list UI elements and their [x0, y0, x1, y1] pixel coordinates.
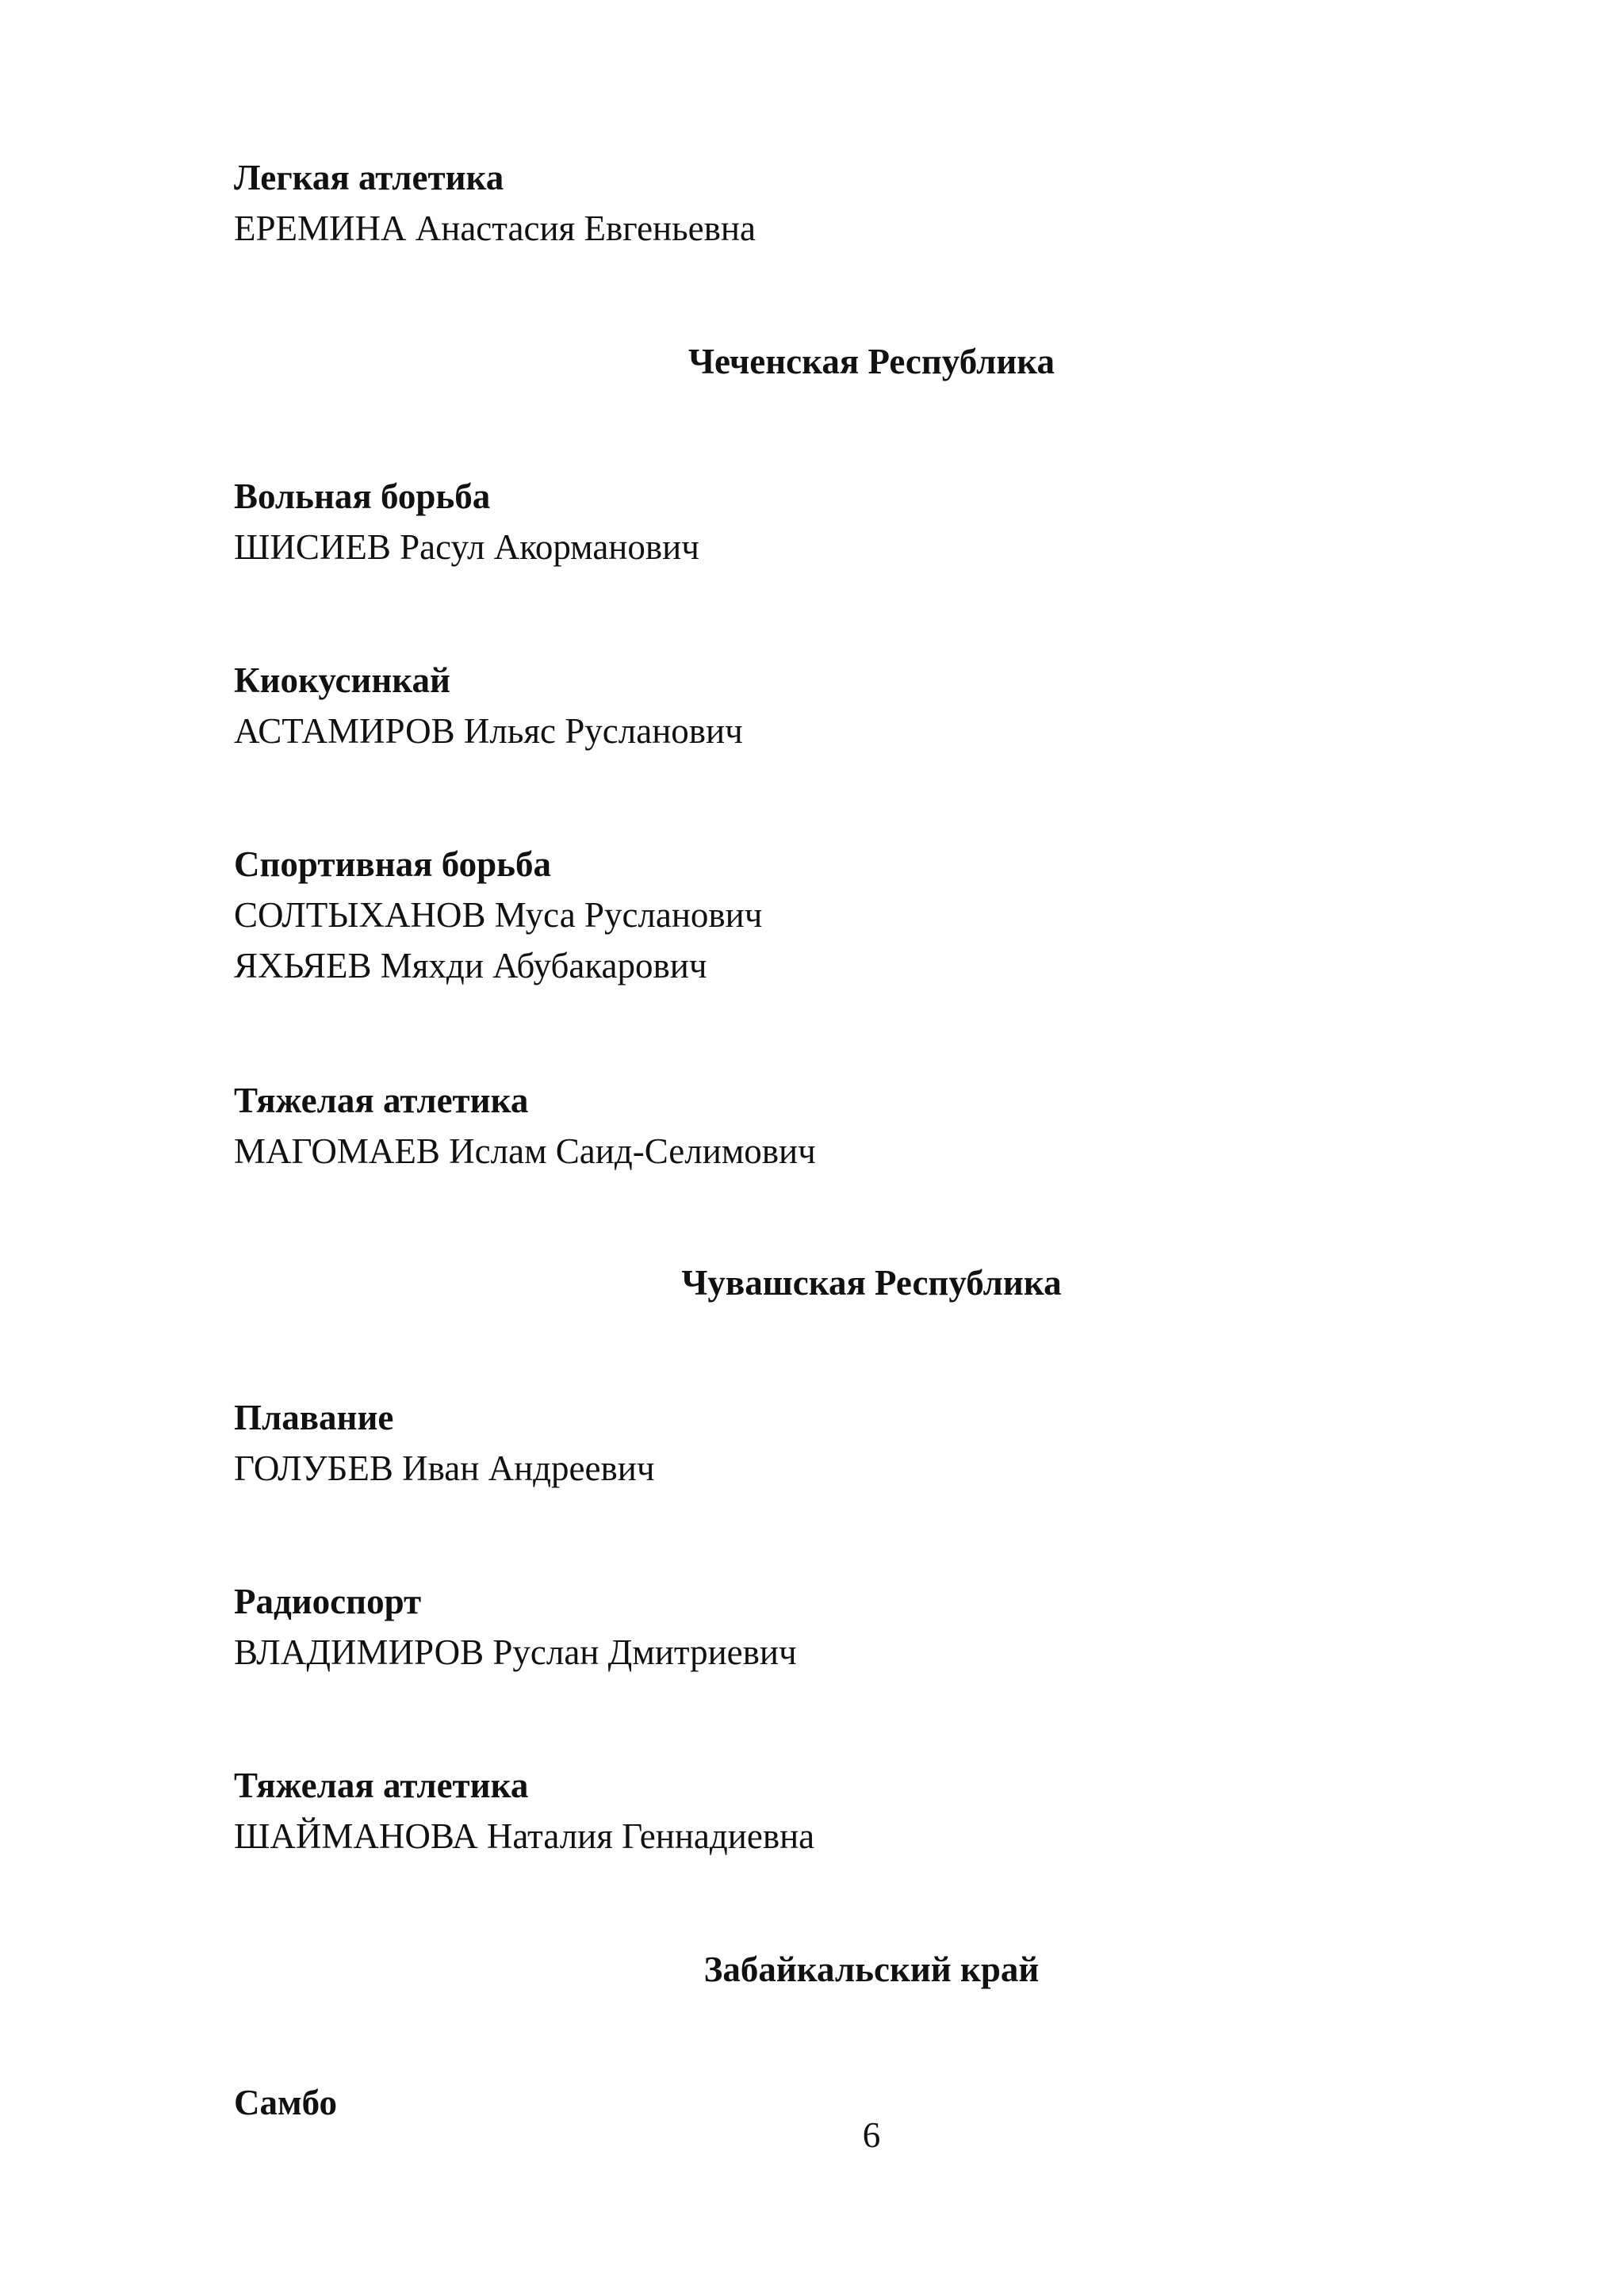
athlete-name: ШИСИЕВ Расул Акорманович: [234, 527, 699, 567]
sport-heading: Киокусинкай: [234, 660, 450, 700]
sport-heading: Тяжелая атлетика: [234, 1766, 529, 1805]
sport-heading: Тяжелая атлетика: [234, 1081, 529, 1120]
region-heading: Забайкальский край: [703, 1950, 1040, 1989]
athlete-name: СОЛТЫХАНОВ Муса Русланович: [234, 895, 763, 935]
sport-heading: Спортивная борьба: [234, 844, 551, 884]
region-heading: Чувашская Республика: [681, 1263, 1062, 1303]
athlete-name: ВЛАДИМИРОВ Руслан Дмитриевич: [234, 1632, 797, 1672]
athlete-name: МАГОМАЕВ Ислам Саид-Селимович: [234, 1131, 816, 1171]
sport-heading: Самбо: [234, 2083, 338, 2122]
region-heading: Чеченская Республика: [688, 342, 1055, 381]
athlete-name: ГОЛУБЕВ Иван Андреевич: [234, 1448, 655, 1488]
sport-heading: Легкая атлетика: [234, 158, 504, 197]
athlete-name: ЕРЕМИНА Анастасия Евгеньевна: [234, 209, 756, 248]
athlete-name: ШАЙМАНОВА Наталия Геннадиевна: [234, 1816, 815, 1856]
sport-heading: Радиоспорт: [234, 1582, 422, 1621]
athlete-name: АСТАМИРОВ Ильяс Русланович: [234, 711, 743, 751]
page-number: 6: [862, 2115, 881, 2155]
sport-heading: Плавание: [234, 1398, 394, 1437]
sport-heading: Вольная борьба: [234, 476, 491, 516]
athlete-name: ЯХЬЯЕВ Мяхди Абубакарович: [234, 946, 707, 985]
